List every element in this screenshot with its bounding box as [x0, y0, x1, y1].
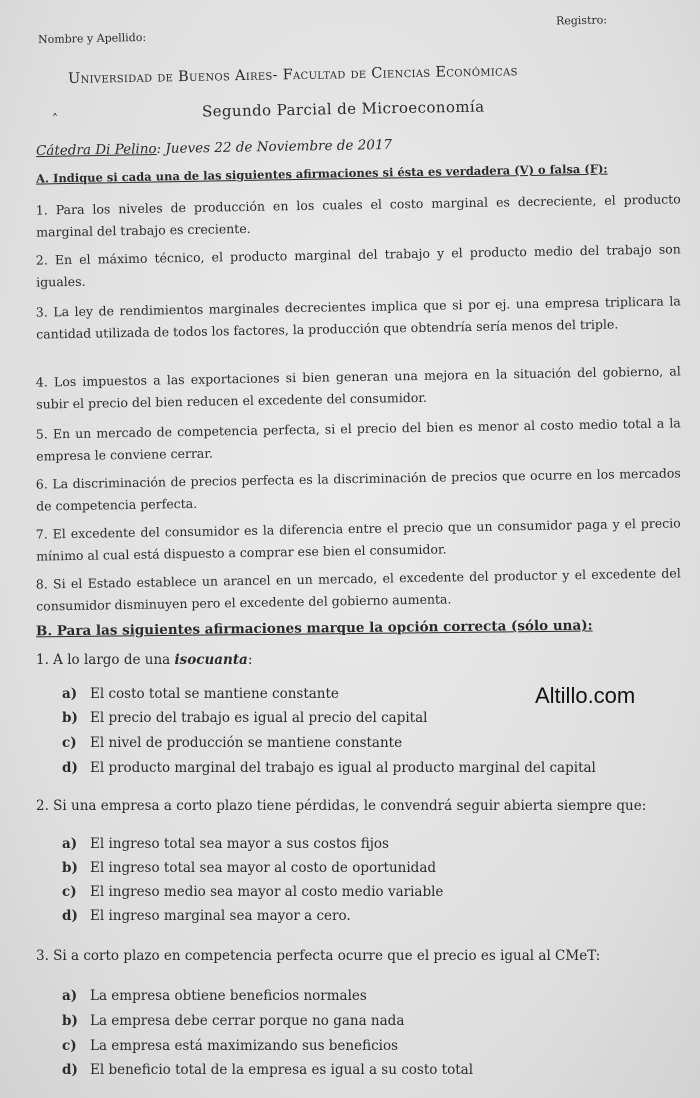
statement-5	[36, 412, 682, 467]
statement-text: El excedente del consumidor es la diferencia entre el precio que un consumidor paga y el precio mínimo al cual está dispuesto a comprar ese bien el consumidor.	[36, 515, 681, 564]
catedra-date: : Jueves 22 de Noviembre de 2017	[156, 136, 393, 158]
registro-field-label: Registro:	[555, 13, 608, 28]
question-3: 3. Si a corto plazo en competencia perfecta ocurre que el precio es igual al CMeT:	[36, 948, 601, 964]
option-text: El nivel de producción se mantiene constante	[90, 735, 403, 751]
university-title: Universidad de Buenos Aires- Facultad de Ciencias Económicas	[67, 63, 518, 88]
statement-number: 3.	[35, 304, 48, 320]
option-text: El precio del trabajo es igual al precio del capital	[90, 710, 428, 726]
section-a-instruction-text: Indique si cada una de las siguientes afirmaciones si ésta es verdadera (V) o falsa (F):	[52, 161, 608, 186]
question-1-suffix: :	[247, 652, 253, 668]
option-label: c)	[62, 735, 77, 751]
statement-6	[36, 462, 682, 517]
statement-text: La ley de rendimientos marginales decrecientes implica que si por ej. una empresa triplicara la cantidad utilizada de todos los factores, la producción que obtendría sería menos del triple.	[36, 293, 681, 342]
statement-4	[36, 360, 682, 415]
section-b-heading: B. Para las siguientes afirmaciones marque la opción correcta (sólo una):	[35, 617, 593, 640]
option-label: c)	[62, 1038, 77, 1054]
option-label: a)	[62, 836, 78, 852]
option-text: El ingreso marginal sea mayor a cero.	[90, 908, 351, 924]
statement-number: 1.	[35, 202, 48, 218]
q1-option-c	[62, 735, 402, 751]
statement-number: 7.	[35, 526, 48, 542]
section-a-instruction	[36, 160, 676, 185]
q1-option-d	[62, 760, 596, 776]
statement-number: 5.	[35, 426, 48, 442]
statement-text: Los impuestos a las exportaciones si bien generan una mejora en la situación del gobierno, al subir el precio del bien reducen el excedente del consumidor.	[36, 363, 681, 412]
option-label: b)	[62, 1013, 78, 1029]
catedra-name: Cátedra Di Pelino	[35, 141, 157, 160]
question-2: 2. Si una empresa a corto plazo tiene pérdidas, le convendrá seguir abierta siempre que:	[36, 798, 647, 814]
section-a-letter: A.	[35, 171, 50, 186]
option-label: d)	[62, 1062, 78, 1078]
statement-number: 2.	[35, 252, 48, 268]
q3-option-c	[62, 1038, 398, 1054]
option-text: La empresa está maximizando sus beneficios	[90, 1038, 399, 1054]
statement-2	[36, 238, 682, 293]
name-field-label: Nombre y Apellido:	[37, 30, 147, 47]
option-text: El ingreso medio sea mayor al costo medio variable	[90, 884, 444, 900]
option-text: El costo total se mantiene constante	[90, 686, 339, 702]
q2-option-b	[62, 860, 436, 876]
option-text: El producto marginal del trabajo es igual al producto marginal del capital	[90, 760, 596, 776]
question-1-prefix: 1. A lo largo de una	[36, 652, 175, 668]
statement-text: Si el Estado establece un arancel en un mercado, el excedente del productor y el excedente del consumidor disminuyen pero el excedente del gobierno aumenta.	[36, 565, 681, 614]
statement-1	[36, 188, 682, 243]
question-1-emph: isocuanta	[174, 652, 248, 668]
option-label: c)	[62, 884, 77, 900]
option-label: d)	[62, 908, 78, 924]
question-1	[36, 652, 252, 668]
option-label: b)	[62, 860, 78, 876]
option-text: El ingreso total sea mayor al costo de oportunidad	[90, 860, 437, 876]
statement-text: Para los niveles de producción en los cuales el costo marginal es decreciente, el producto marginal del trabajo es creciente.	[36, 191, 681, 240]
statement-7	[36, 512, 682, 567]
q1-option-b	[62, 710, 427, 726]
q3-option-a	[62, 988, 367, 1004]
option-text: La empresa obtiene beneficios normales	[90, 988, 367, 1004]
q2-option-a	[62, 836, 389, 852]
statement-3	[36, 290, 682, 345]
statement-number: 4.	[35, 374, 48, 390]
option-label: a)	[62, 686, 78, 702]
option-label: b)	[62, 710, 78, 726]
stray-mark: ˄	[52, 112, 58, 126]
statement-number: 8.	[35, 576, 48, 592]
statement-text: En un mercado de competencia perfecta, si el precio del bien es menor al costo medio total a la empresa le conviene cerrar.	[36, 415, 681, 464]
q2-option-c	[62, 884, 443, 900]
statement-text: La discriminación de precios perfecta es la discriminación de precios que ocurre en los mercados de competencia perfecta.	[36, 465, 681, 514]
q1-option-a	[62, 686, 339, 702]
statement-8	[36, 562, 682, 617]
option-label: a)	[62, 988, 78, 1004]
q3-option-d	[62, 1062, 473, 1078]
q3-option-b	[62, 1013, 404, 1029]
statement-text: En el máximo técnico, el producto marginal del trabajo y el producto medio del trabajo son iguales.	[36, 241, 681, 290]
statement-number: 6.	[35, 476, 48, 492]
option-label: d)	[62, 760, 78, 776]
option-text: El beneficio total de la empresa es igual a su costo total	[90, 1062, 474, 1078]
exam-title: Segundo Parcial de Microeconomía	[201, 97, 485, 121]
catedra-line	[36, 137, 392, 159]
option-text: El ingreso total sea mayor a sus costos fijos	[90, 836, 389, 852]
option-text: La empresa debe cerrar porque no gana nada	[90, 1013, 405, 1029]
watermark-logo: Altillo.com	[535, 683, 636, 708]
q2-option-d	[62, 908, 351, 924]
